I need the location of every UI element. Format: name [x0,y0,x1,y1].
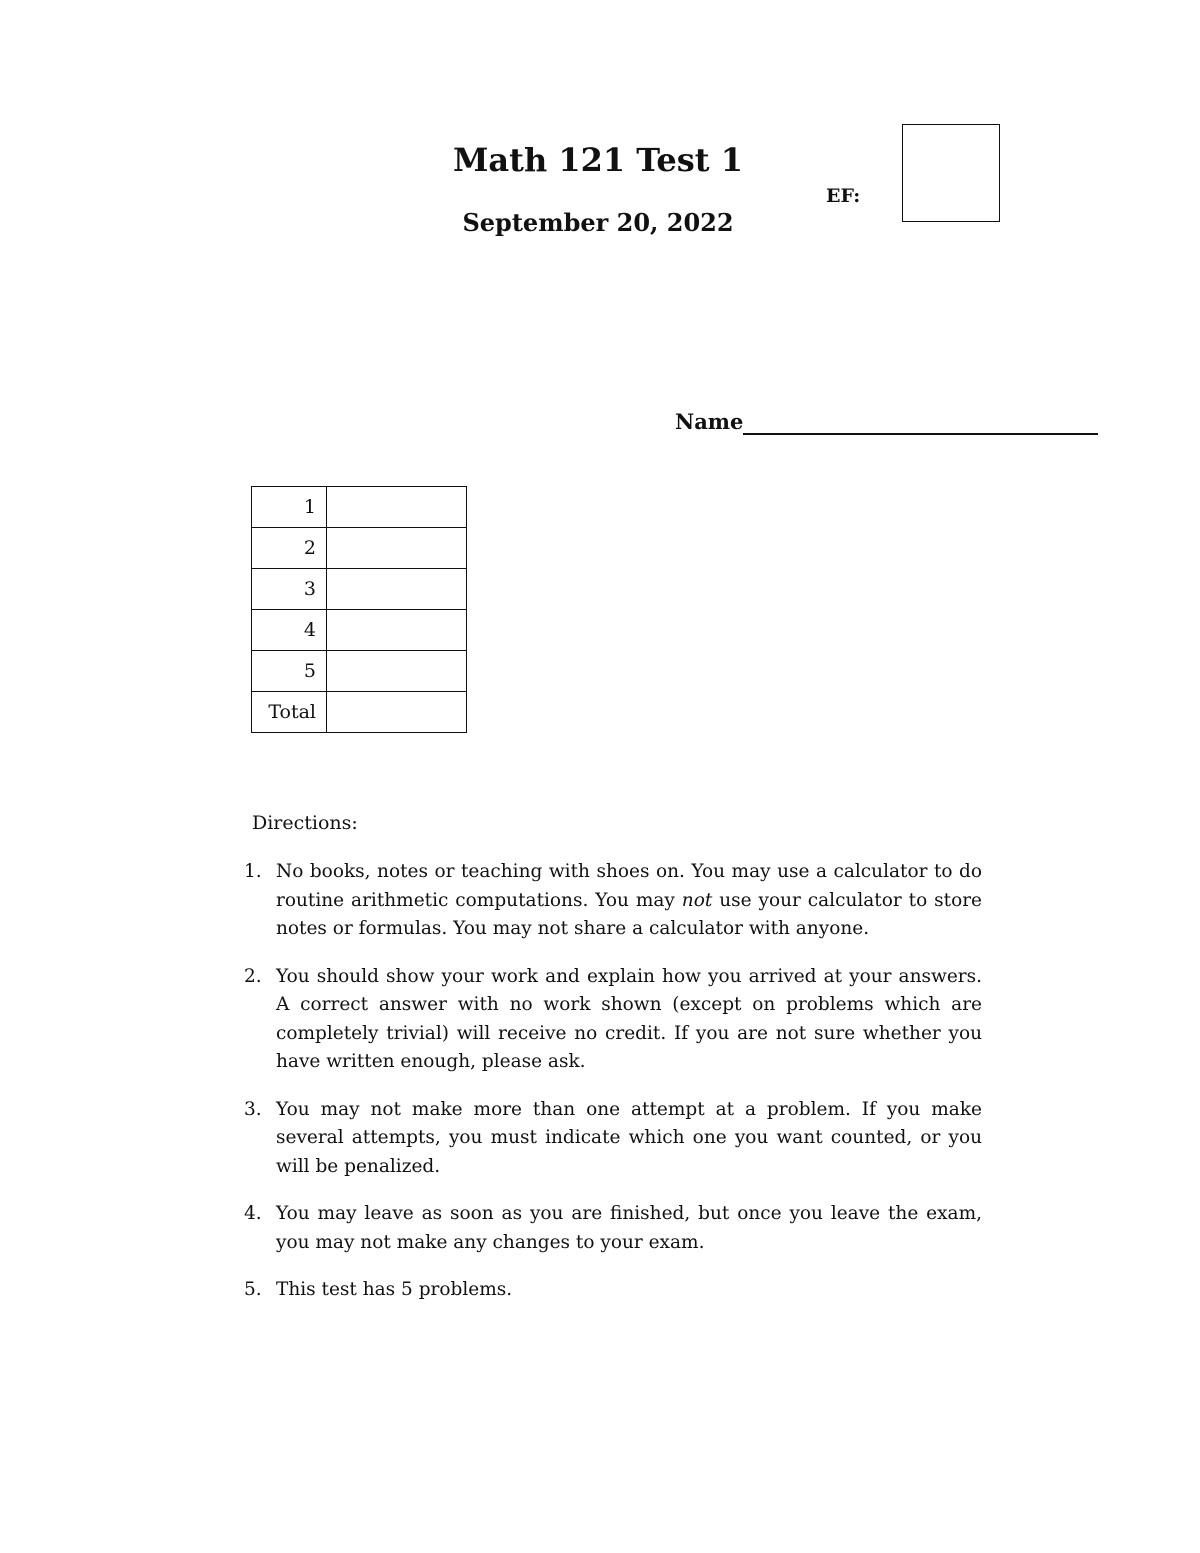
direction-text [276,1276,982,1305]
name-field [675,408,1098,436]
total-score-cell[interactable] [327,692,467,733]
exam-title: Math 121 Test 1 [453,141,743,179]
score-table [251,486,467,733]
direction-number: 3. [244,1098,262,1120]
direction-text-part: You should show your work and explain how you arrived at your answers. A correct answer with no work shown (except on problems which are completely trivial) will receive no credit. If you are not sure whether you have written enough, please ask. [276,965,982,1072]
score-row [252,651,467,692]
score-cell[interactable] [327,487,467,528]
direction-number: 5. [244,1279,262,1300]
score-row-total [252,692,467,733]
score-row-label: 1 [252,487,327,528]
ef-score-box[interactable] [902,124,1000,222]
directions-list [244,858,982,1324]
score-cell[interactable] [327,528,467,569]
score-row-label: 4 [252,610,327,651]
direction-text [276,1096,982,1182]
score-row [252,528,467,569]
direction-number: 4. [244,1203,262,1224]
score-row-label: Total [252,692,327,733]
name-label: Name [675,409,744,434]
direction-text-part: use your calculator to store notes or formulas. You may not share a calculator with anyone. [276,889,982,939]
ef-label: EF: [826,185,861,207]
direction-item [244,963,982,1077]
direction-item [244,858,982,944]
direction-text [276,963,982,1077]
score-row-label: 2 [252,528,327,569]
name-blank-line[interactable] [743,433,1098,435]
direction-text [276,858,982,944]
exam-date: September 20, 2022 [462,208,734,237]
score-cell[interactable] [327,569,467,610]
score-row [252,569,467,610]
score-row-label: 5 [252,651,327,692]
direction-number: 1. [244,861,262,882]
direction-text-part: You may not make more than one attempt at a problem. If you make several attempts, you must indicate which one you want counted, or you will be penalized. [276,1098,982,1177]
directions-heading: Directions: [252,812,358,834]
direction-item [244,1200,982,1257]
direction-text-part: This test has 5 problems. [276,1279,513,1300]
direction-item [244,1276,982,1305]
direction-item [244,1096,982,1182]
direction-text-part: No books, notes or teaching with shoes on. You may use a calculator to do routine arithmetic computations. You may [276,861,982,911]
direction-text [276,1200,982,1257]
score-cell[interactable] [327,651,467,692]
direction-number: 2. [244,965,262,987]
direction-text-part: You may leave as soon as you are finished, but once you leave the exam, you may not make any changes to your exam. [276,1203,982,1253]
score-row [252,610,467,651]
score-row-label: 3 [252,569,327,610]
score-cell[interactable] [327,610,467,651]
direction-emphasis: not [681,889,713,911]
score-row [252,487,467,528]
